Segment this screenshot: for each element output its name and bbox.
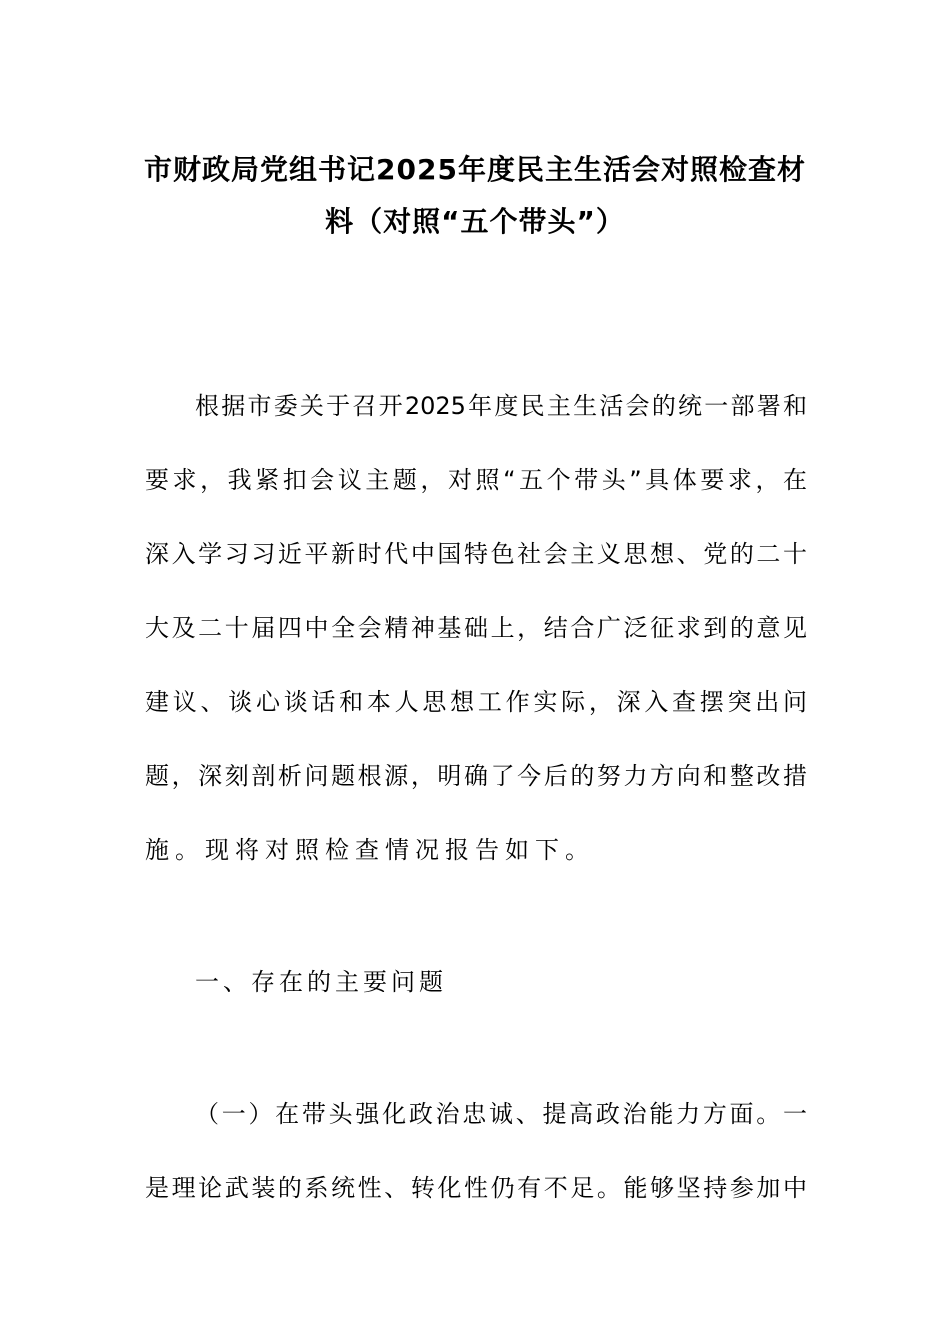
document-title-line-2: 料（对照“五个带头”） bbox=[325, 205, 625, 238]
paragraph-line: 是理论武装的系统性、转化性仍有不足。能够坚持参加中 bbox=[145, 1174, 807, 1202]
section-heading: 一、存在的主要问题 bbox=[195, 968, 447, 996]
paragraph-line: 根据市委关于召开2025年度民主生活会的统一部署和 bbox=[195, 392, 807, 420]
paragraph-line: 建议、谈心谈话和本人思想工作实际，深入查摆突出问 bbox=[145, 688, 807, 716]
paragraph-line: 深入学习习近平新时代中国特色社会主义思想、党的二十 bbox=[145, 540, 807, 568]
paragraph-line: 大及二十届四中全会精神基础上，结合广泛征求到的意见 bbox=[145, 614, 807, 642]
paragraph-line: 施。现将对照检查情况报告如下。 bbox=[145, 836, 595, 864]
document-title-line-1: 市财政局党组书记2025年度民主生活会对照检查材 bbox=[144, 153, 806, 186]
paragraph-line: 要求，我紧扣会议主题，对照“五个带头”具体要求，在 bbox=[145, 466, 807, 494]
paragraph-line: （一）在带头强化政治忠诚、提高政治能力方面。一 bbox=[195, 1100, 807, 1128]
paragraph-line: 题，深刻剖析问题根源，明确了今后的努力方向和整改措 bbox=[145, 762, 807, 790]
